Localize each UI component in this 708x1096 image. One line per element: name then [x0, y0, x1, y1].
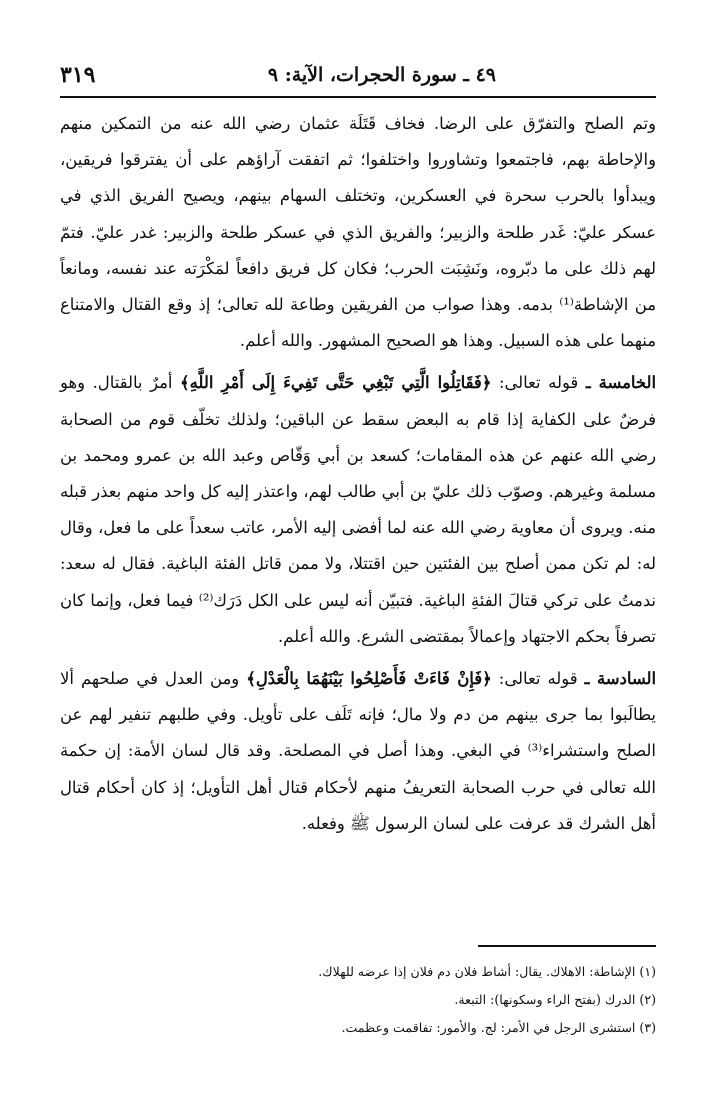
header-divider [60, 96, 656, 98]
paragraph-2 [60, 365, 656, 655]
quran-verse-1: ﴿فَقَاتِلُوا الَّتِي تَبْغِي حَتَّى تَفِيءَ إِلَى أَمْرِ اللَّهِ﴾ [180, 373, 492, 393]
footnote-1: (١) الإشاطة: الاهلاك. يقال: أشاط فلان دم فلان إذا عرضه للهلاك. [318, 964, 656, 979]
main-text [60, 106, 656, 848]
running-header [60, 62, 656, 94]
page-number: ٣١٩ [60, 62, 96, 88]
paragraph-2-intro: قوله تعالى: [491, 373, 586, 393]
section-lead-fifth: الخامسة ـ [585, 373, 656, 393]
section-lead-sixth: السادسة ـ [584, 669, 656, 689]
footnote-3: (٣) استشرى الرجل في الأمر: لج. والأمور: تفاقمت وعظمت. [341, 1020, 656, 1035]
footnotes [60, 958, 656, 1042]
footnote-2: (٢) الدرك (بفتح الراء وسكونها): التبعة. [454, 992, 656, 1007]
paragraph-3 [60, 661, 656, 842]
quran-verse-2: ﴿فَإِنْ فَاءَتْ فَأَصْلِحُوا بَيْنَهُمَا بِالْعَدْلِ﴾ [246, 669, 492, 689]
paragraph-2-text: أمرٌ بالقتال. وهو فرضٌ على الكفاية إذا قام به البعض سقط عن الباقين؛ ولذلك تخلّف قوم من الصحابة رضي الله عنهم عن هذه المقامات؛ كسعد بن أبي وَقّاص وعبد الله بن عمرو ومحمد بن مسلمة وغيرهم. وصوّب ذلك عليّ بن أبي طالب لهم، واعتذر إليه كل واحد منهم بعذر قبله منه. ويروى أن معاوية رضي الله عنه لما أفضى إليه الأمر، عاتب سعداً على ما فعل، وقال له: لم تكن ممن أصلح بين الفئتين حين اقتتلا، ولا ممن قاتل الفئة الباغية. فقال له سعد: ندمتُ على تركي قتالَ الفئةِ الباغية. فتبيّن أنه ليس على الكل دَرَك⁽²⁾ فيما فعل، وإنما كان تصرفاً بحكم الاجتهاد وإعمالاً بمقتضى الشرع. والله أعلم. [60, 373, 656, 646]
paragraph-1: وتم الصلح والتفرّق على الرضا. فخاف قَتَلَة عثمان رضي الله عنه من التمكين منهم والإحاطة بهم، فاجتمعوا وتشاوروا واختلفوا؛ ثم اتفقت آراؤهم على أن يفترقوا فريقين، ويبدأوا بالحرب سحرة في العسكرين، وتختلف السهام بينهم، ويصيح الفريق الذي في عسكر عليّ: غَدر طلحة والزبير؛ والفريق الذي في عسكر طلحة والزبير: غدر عليّ. فتمّ لهم ذلك على ما دبّروه، ونَشِبَت الحرب؛ فكان كل فريق دافعاً لمَكْرَته عند نفسه، ومانعاً من الإشاطة⁽¹⁾ بدمه. وهذا صواب من الفريقين وطاعة لله تعالى؛ إذ وقع القتال والامتناع منهما على هذه السبيل. وهذا هو الصحيح المشهور. والله أعلم. [60, 114, 656, 351]
footnote-divider [478, 945, 656, 947]
paragraph-3-intro: قوله تعالى: [491, 669, 585, 689]
paragraph-3-text: ومن العدل في صلحهم ألا يطالَبوا بما جرى بينهم من دم ولا مال؛ فإنه تَلَف على تأويل. وفي طلبهم تنفير لهم عن الصلح واستشراء⁽³⁾ في البغي. وهذا أصل في المصلحة. وقد قال لسان الأمة: إن حكمة الله تعالى في حرب الصحابة التعريفُ منهم لأحكام قتال أهل التأويل؛ إذ كان أحكام قتال أهل الشرك قد عرفت على لسان الرسول ﷺ وفعله. [60, 669, 656, 833]
chapter-title: ٤٩ ـ سورة الحجرات، الآية: ٩ [267, 64, 496, 86]
